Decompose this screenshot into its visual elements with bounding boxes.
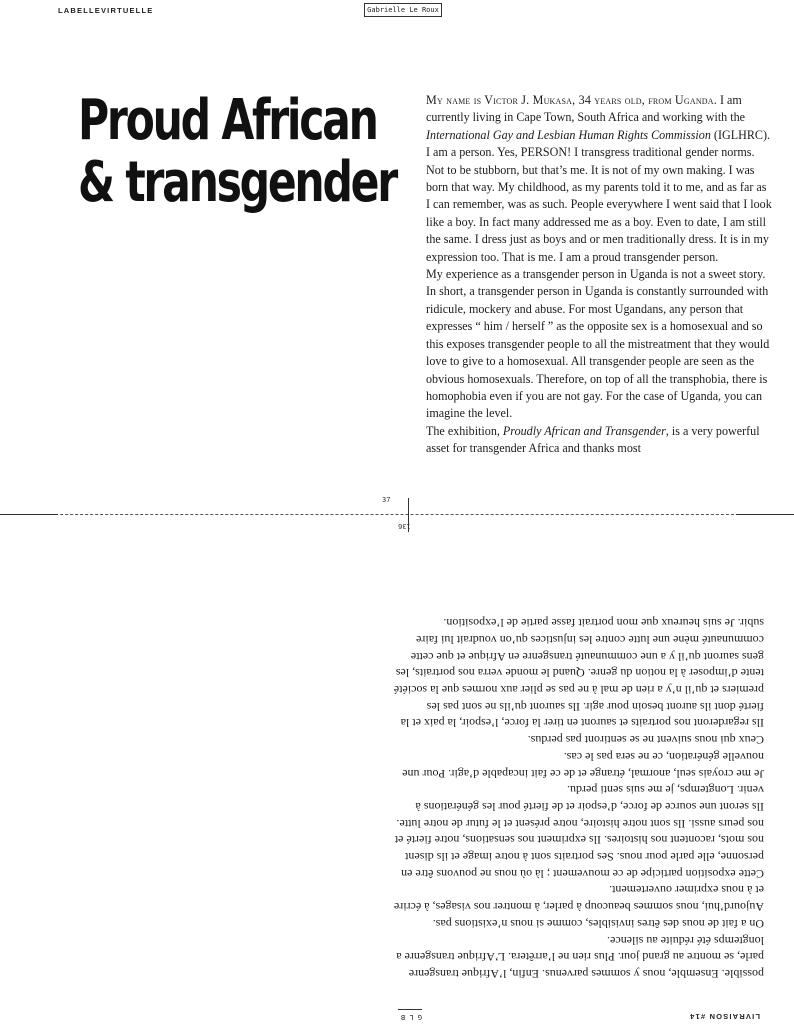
footer-rule bbox=[398, 1009, 422, 1010]
fold-mark-right bbox=[736, 514, 794, 515]
organization-name: International Gay and Lesbian Human Rights Commission bbox=[426, 127, 711, 142]
body-paragraph-4 bbox=[426, 423, 772, 458]
fr-paragraph: Ils regarderont nos portraits et sauront en tirer la force, l’espoir, la paix et la fierté dont ils auront besoin pour agir. Ils sauront qu’ils ne sont pas les premiers et qu’il n’y a rien de mal à ne pas se plier aux normes que la société tente d’imposer à la notion du genre. Quand le monde verra nos portraits, les gens sauront qu’il y a une communauté transgenre en Afrique et que cette communauté mène une lutte contre les injustices qu’on voudrait lui faire subir. Je suis heureux que mon portrait fasse partie de l’exposition. bbox=[393, 616, 764, 731]
fr-paragraph: possible. Ensemble, nous y sommes parvenus. Enfin, l’Afrique transgenre parle, se montre au grand jour. Plus rien ne l’arrêtera. L’Afrique transgenre a longtemps été réduite au silence. bbox=[396, 933, 764, 981]
article-body-english bbox=[426, 92, 772, 458]
p1-text-a: I am currently living in Cape Town, South Africa and working with the bbox=[426, 93, 746, 125]
fr-paragraph: Cette exposition participe de ce mouvement ; là où nous ne pouvons être en personne, elle parle pour nous. Ses portraits sont à notre image et ils disent nos mots, racontent nos histoires. Ils expriment nos sensations, notre fierté et nos peurs aussi. Ils sont notre histoire, notre présent et le futur de notre lutte. Ils seront une source de force, d’espoir et de fierté pour les générations à venir. Longtemps, je me suis senti perdu. bbox=[394, 783, 764, 881]
body-paragraph-2: I am a person. Yes, PERSON! I transgress traditional gender norms. Not to be stubborn, but that’s me. It is not of my own making. I was born that way. My childhood, as my parents told it to me, and as far as I can remember, was as such. People everywhere I went said that I look like a boy. In fact many addressed me as a boy. Even to date, I am still the same. I dress just as boys and or men traditionally dress. It is in my expression too. That is me. I am a proud transgender person. bbox=[426, 145, 772, 264]
fr-paragraph: Je me croyais seul, anormal, étrange et de ce fait incapable d’agir. Pour une nouvelle génération, ce ne sera pas le cas. bbox=[402, 749, 764, 781]
page-number-top: 37 bbox=[382, 496, 391, 504]
page-number-bottom: 136 bbox=[398, 522, 411, 530]
footer-page-label: G L B bbox=[400, 1013, 422, 1021]
article-body-french bbox=[392, 615, 764, 982]
body-paragraph-1 bbox=[426, 92, 772, 144]
title-line-2: & transgender bbox=[78, 150, 396, 215]
title-line-1: Proud African bbox=[78, 88, 377, 153]
fold-line bbox=[0, 514, 794, 515]
exhibition-title: Proudly African and Transgender bbox=[502, 423, 666, 438]
fold-mark-left bbox=[0, 514, 58, 515]
fr-paragraph: On a fait de nous des êtres invisibles, comme si nous n’existions pas. Aujourd’hui, nous sommes beaucoup à parler, à montrer nos visages, à écrire et à nous exprimer ouvertement. bbox=[393, 883, 764, 931]
p4-text-a: The exhibition, bbox=[426, 423, 503, 438]
magazine-brand: LABELLEVIRTUELLE bbox=[58, 6, 154, 15]
p1-text-b: (IGLHRC). bbox=[710, 127, 771, 142]
article-title bbox=[78, 88, 396, 215]
issue-label: LIVRAISON #14 bbox=[688, 1012, 760, 1021]
fr-paragraph: Ceux qui nous suivent ne se sentiront pas perdus. bbox=[527, 733, 764, 748]
body-paragraph-3: My experience as a transgender person in Uganda is not a sweet story. In short, a transgender person in Uganda is constantly surrounded with ridicule, mockery and abuse. For most Ugandans, any person that expresses “ him / herself ” as the opposite sex is a homosexual and so this exposes transgender people to all the mistreatment that they would love to give to a homosexual. All transgender people are seen as the obvious homosexuals. Therefore, on top of all the transphobia, there is homophobia even if you are not gay. For the case of Uganda, you can imagine the level. bbox=[426, 267, 770, 421]
author-tag: Gabrielle Le Roux bbox=[364, 3, 442, 17]
p4-text-b: , is a very powerful asset for transgender Africa and thanks most bbox=[426, 423, 760, 456]
intro-smallcaps: My name is Victor J. Mukasa, 34 years old, from Uganda. bbox=[426, 93, 717, 107]
